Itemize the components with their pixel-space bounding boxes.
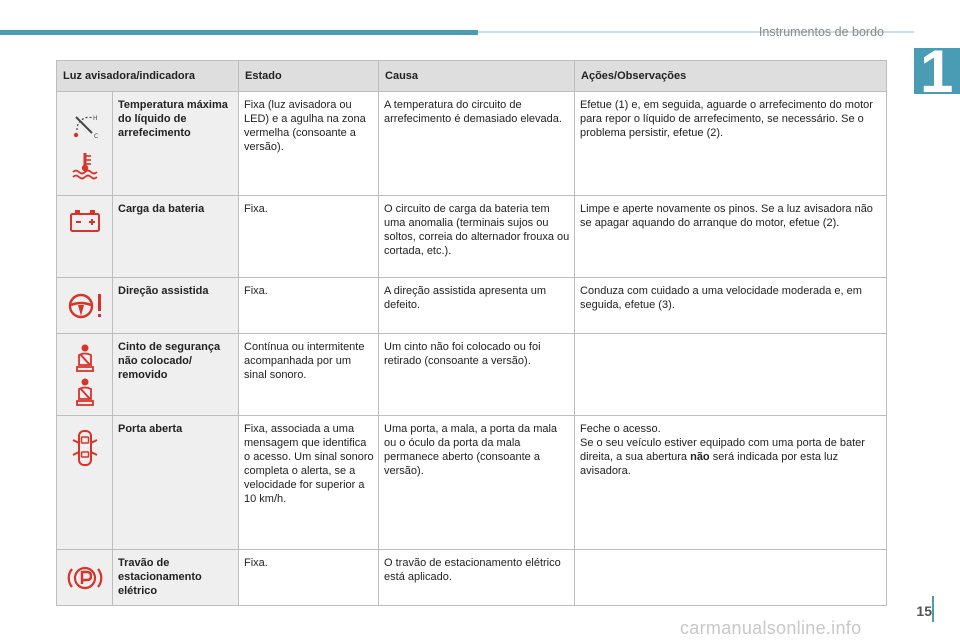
chapter-number: 1: [920, 38, 954, 105]
chapter-tab: [914, 38, 960, 105]
battery-icon: [69, 208, 101, 234]
action-text: Efetue (1) e, em seguida, aguarde o arrefecimento do motor para repor o líquido de arrefecimento, se necessário. Se o problema persistir, efetue (2).: [575, 92, 887, 196]
icon-cell: [57, 416, 113, 550]
action-text-line: Feche o acesso.: [580, 423, 661, 435]
status-text: Fixa (luz avisadora ou LED) e a agulha na zona vermelha (consoante a versão).: [239, 92, 379, 196]
column-header-actions: Ações/Observações: [575, 61, 887, 92]
column-header-warning-light: Luz avisadora/indicadora: [57, 61, 239, 92]
door-open-icon: [70, 428, 100, 468]
action-text-line: Se o seu veículo estiver equipado com uma porta de bater direita, a sua abertura: [580, 437, 865, 463]
warning-name: Porta aberta: [113, 416, 239, 550]
icon-cell: [57, 92, 113, 196]
table-header-row: [57, 61, 887, 92]
table-row: [57, 416, 887, 550]
svg-text:C: C: [93, 132, 98, 140]
warning-name: Carga da bateria: [113, 196, 239, 278]
table-row: [57, 334, 887, 416]
status-text: Fixa.: [239, 278, 379, 334]
warning-name: Travão de estacionamento elétrico: [113, 550, 239, 606]
table-row: [57, 278, 887, 334]
cause-text: A direção assistida apresenta um defeito.: [379, 278, 575, 334]
section-title: Instrumentos de bordo: [758, 25, 884, 39]
action-text-line: será indicada por esta luz avisadora.: [580, 451, 839, 477]
icon-cell: [57, 196, 113, 278]
icon-cell: [57, 278, 113, 334]
column-header-cause: Causa: [379, 61, 575, 92]
status-text: Fixa.: [239, 550, 379, 606]
cause-text: O travão de estacionamento elétrico está aplicado.: [379, 550, 575, 606]
warning-name: Direção assistida: [113, 278, 239, 334]
warning-name: Temperatura máxima do líquido de arrefecimento: [113, 92, 239, 196]
action-text: [575, 550, 887, 606]
cause-text: Uma porta, a mala, a porta da mala ou o óculo da porta da mala permanece aberto (consoante a versão).: [379, 416, 575, 550]
watermark-text: carmanualsonline.info: [680, 618, 862, 638]
status-text: Fixa.: [239, 196, 379, 278]
coolant-gauge-needle-icon: [67, 108, 103, 144]
page-number: 15: [916, 603, 932, 619]
action-text: [575, 416, 887, 550]
action-text: Limpe e aperte novamente os pinos. Se a luz avisadora não se apagar aquando do arranque do motor, efetue (2).: [575, 196, 887, 278]
seatbelt-front-icon: [72, 343, 98, 373]
parking-brake-icon: [65, 563, 105, 593]
icon-cell: [57, 334, 113, 416]
warning-name: Cinto de segurança não colocado/ removido: [113, 334, 239, 416]
table-row: [57, 550, 887, 606]
action-text: Conduza com cuidado a uma velocidade moderada e, em seguida, efetue (3).: [575, 278, 887, 334]
cause-text: Um cinto não foi colocado ou foi retirado (consoante a versão).: [379, 334, 575, 416]
coolant-temperature-icon: [70, 150, 100, 180]
table-row: [57, 92, 887, 196]
seatbelt-rear-icon: [72, 377, 98, 407]
warning-lights-table: [56, 60, 887, 606]
page-number-marker: [932, 596, 934, 622]
cause-text: O circuito de carga da bateria tem uma anomalia (terminais sujos ou soltos, correia do alternador frouxa ou cortada, etc.).: [379, 196, 575, 278]
power-steering-icon: [65, 291, 105, 321]
svg-text:H: H: [92, 114, 98, 122]
header-accent-bar: [0, 30, 478, 35]
status-text: Fixa, associada a uma mensagem que identifica o acesso. Um sinal sonoro completa o alerta, se a velocidade for superior a 10 km/h.: [239, 416, 379, 550]
column-header-status: Estado: [239, 61, 379, 92]
table-row: [57, 196, 887, 278]
action-emphasis: não: [690, 451, 710, 463]
icon-cell: [57, 550, 113, 606]
status-text: Contínua ou intermitente acompanhada por um sinal sonoro.: [239, 334, 379, 416]
action-text: [575, 334, 887, 416]
cause-text: A temperatura do circuito de arrefecimento é demasiado elevada.: [379, 92, 575, 196]
